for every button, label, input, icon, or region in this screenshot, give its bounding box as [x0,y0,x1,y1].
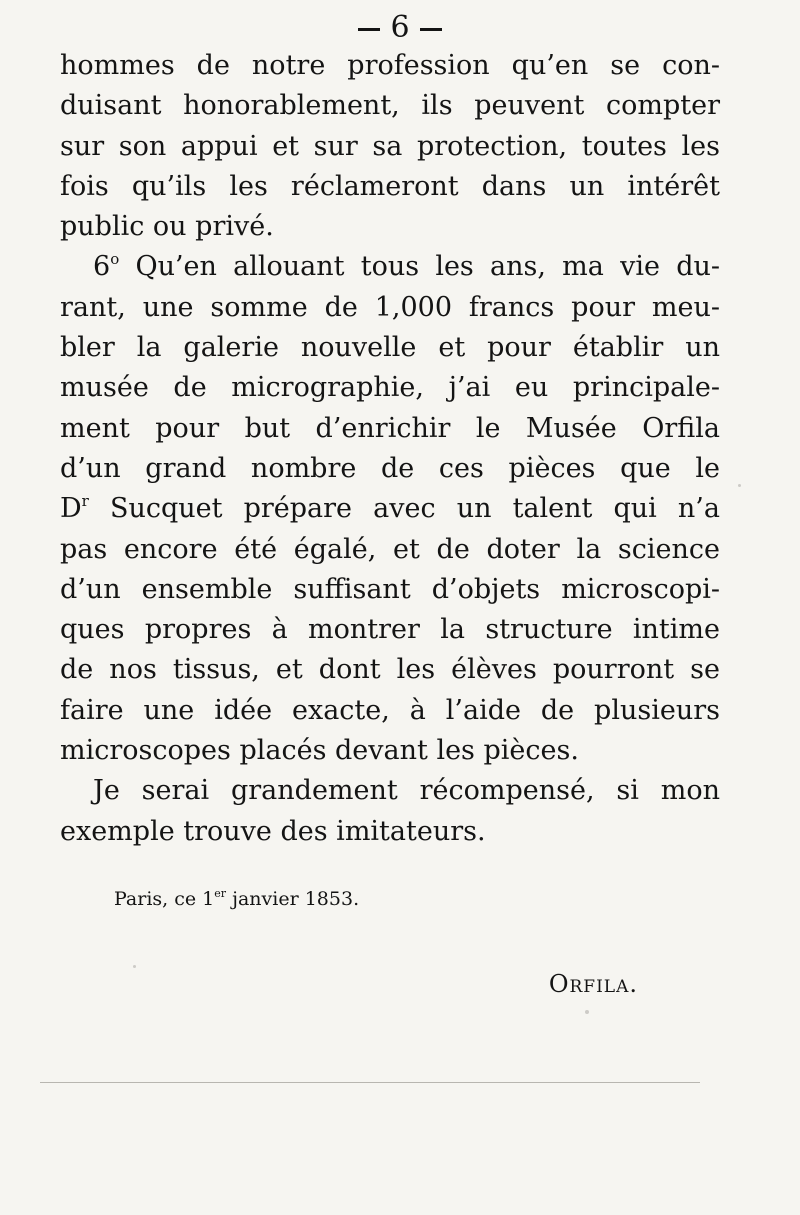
text-line: hommes de notre profession qu’en se con- [60,50,720,81]
paper-speck [738,484,741,487]
text-line: public ou privé. [60,211,274,243]
text-line: exemple trouve des imitateurs. [60,815,486,847]
text-line: faire une idée exacte, à l’aide de plusieurs [60,694,720,726]
dateline-superscript: er [214,887,227,900]
paragraph-item-6-first-line [60,247,720,287]
text-line: microscopes placés devant les pièces. [60,735,579,767]
body-text [60,46,720,852]
bleed-through-rule [40,1082,700,1083]
text-line: ques propres à montrer la structure intime [60,614,720,646]
text-line: pas encore été égalé, et de doter la science [60,533,720,565]
item-number: 6 [93,251,111,283]
text-line: duisant honorablement, ils peuvent compter [60,90,720,122]
dateline [114,885,359,913]
doctor-abbrev: D [60,493,82,525]
text-line: bler la galerie nouvelle et pour établir un [60,332,720,364]
dateline-suffix: janvier 1853. [226,888,360,910]
text-line: d’un ensemble suffisant d’objets microscopi- [60,573,720,605]
text-line: de nos tissus, et dont les élèves pourront se [60,654,720,686]
text-line: fois qu’ils les réclameront dans un intérêt [60,170,720,202]
text-line: ment pour but d’enrichir le Musée Orfila [60,412,720,444]
text-line-doctor [60,489,720,529]
right-dash [420,28,442,31]
page-number-header [0,8,800,48]
item-number-superscript: o [110,250,120,269]
paper-speck [585,1010,589,1014]
text-fragment: Qu’en allouant tous les ans, ma vie du- [135,251,720,283]
text-line: rant, une somme de 1,000 francs pour meu- [60,291,720,323]
paper-speck [133,965,136,968]
dateline-prefix: Paris, ce 1 [114,888,215,910]
page-number: 6 [390,10,410,45]
signature: Orfila. [548,970,638,998]
text-line: sur son appui et sur sa protection, toutes les [60,130,720,162]
doctor-abbrev-superscript: r [81,492,89,511]
text-line: musée de micrographie, j’ai eu principale- [60,372,720,404]
text-line: d’un grand nombre de ces pièces que le [60,452,720,484]
text-fragment: Sucquet prépare avec un talent qui n’a [109,493,720,525]
left-dash [358,28,380,31]
text-line: Je serai grandement récompensé, si mon [93,775,720,807]
